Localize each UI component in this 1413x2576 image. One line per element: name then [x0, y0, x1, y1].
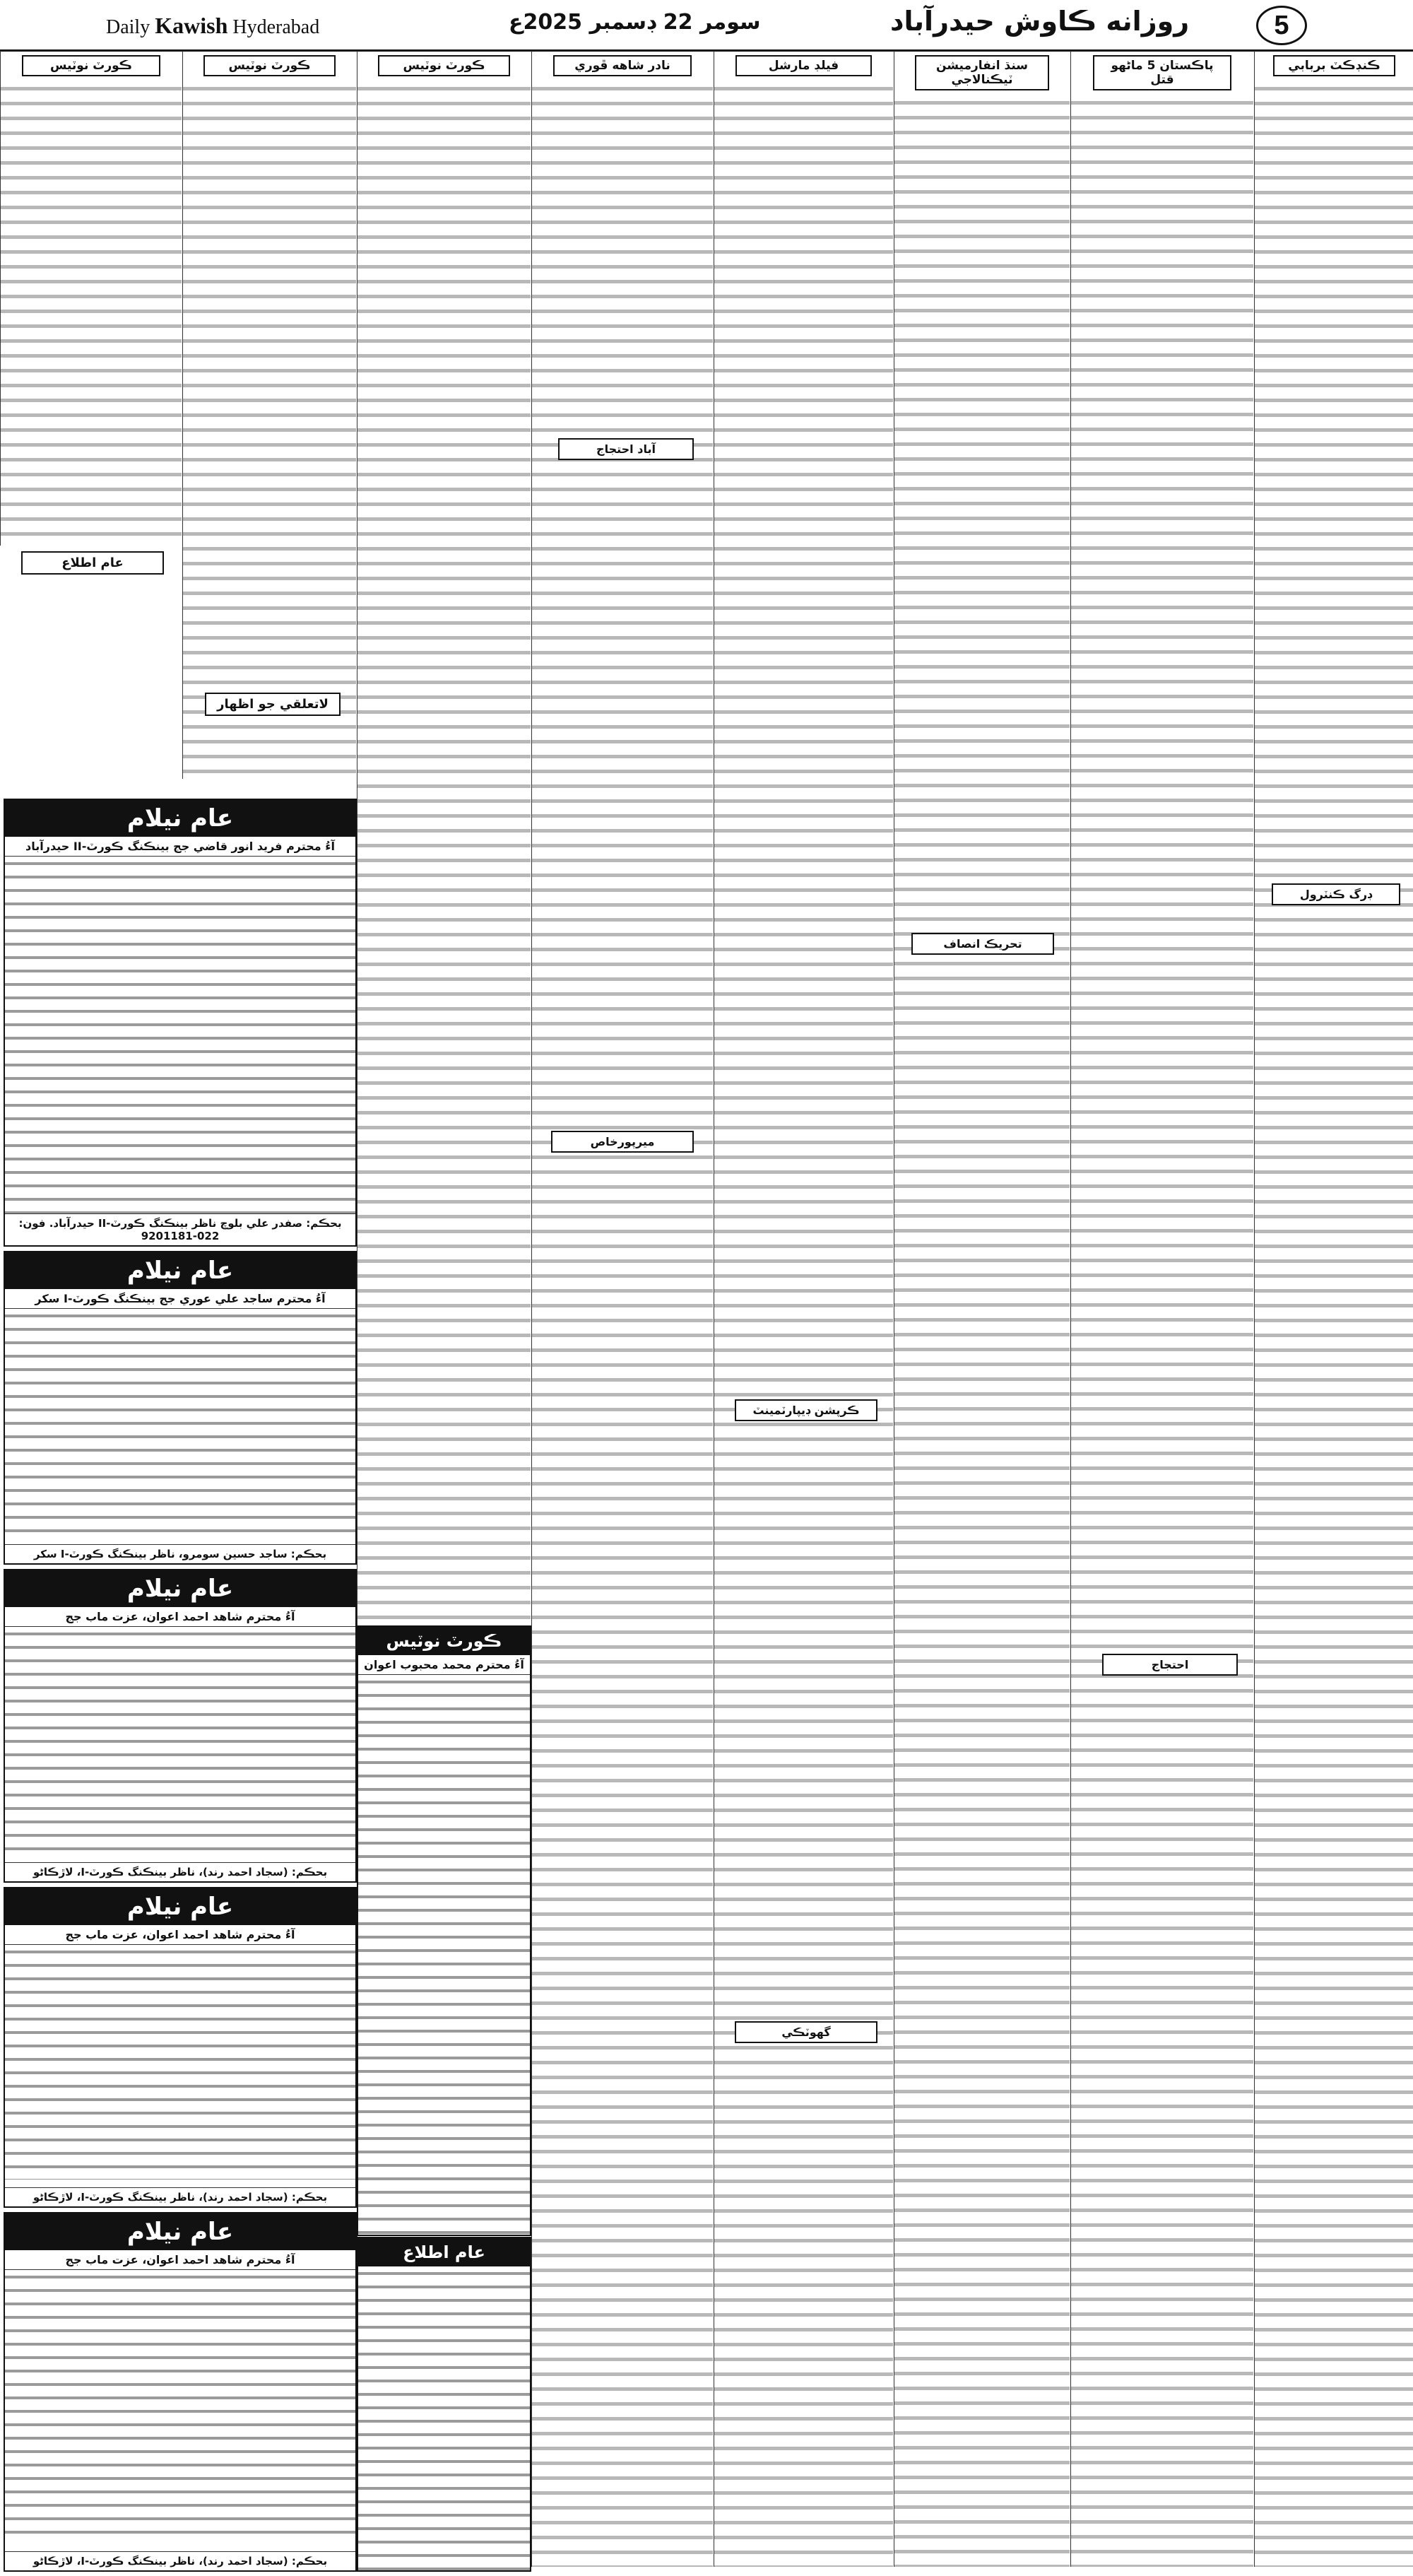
- sub-heading: ڊرگ ڪنٽرول: [1272, 883, 1400, 905]
- sub-heading: تحريڪ انصاف: [911, 933, 1054, 955]
- column-heading: ڪورٽ نوٽيس: [378, 55, 511, 76]
- auction-body: [5, 1945, 355, 2180]
- auction-title: عام نيلام: [5, 1888, 355, 1925]
- general-notice-body: [358, 2266, 530, 2572]
- auction-notice-5: [4, 2212, 357, 2572]
- news-column-3: [894, 51, 1070, 2567]
- column-text: [714, 81, 893, 2567]
- auction-title: عام نيلام: [5, 800, 355, 837]
- auction-footer: بحڪم: ساجد حسين سومرو، ناظر بينڪنگ ڪورٽ-I سکر: [5, 1544, 355, 1563]
- masthead-brand-sindhi: روزانه ڪاوش حيدرآباد: [890, 6, 1190, 37]
- column-text: [1255, 81, 1413, 2567]
- court-notice-box: [357, 1625, 531, 2236]
- auction-subtitle: آءُ محترم فريد انور قاضي جج بينڪنگ ڪورٽ-II حيدرآباد: [5, 837, 355, 857]
- sub-heading: ڪرپشن ڊيپارٽمينٽ: [735, 1399, 877, 1421]
- auction-title: عام نيلام: [5, 1570, 355, 1607]
- news-column-1: [1254, 51, 1413, 2567]
- column-text: [183, 81, 356, 779]
- auction-title: عام نيلام: [5, 2213, 355, 2250]
- auction-notice-3: [4, 1569, 357, 1883]
- column-heading: فيلڊ مارشل: [735, 55, 872, 76]
- issue-date: سومر 22 ڊسمبر 2025ع: [509, 10, 761, 35]
- court-notice-body: [358, 1675, 530, 2235]
- page-number: 5: [1256, 6, 1307, 45]
- auction-subtitle: آءُ محترم شاهد احمد اعوان، عزت ماب جج: [5, 1925, 355, 1945]
- column-heading: ڪنڊڪٽ بربابي: [1273, 55, 1396, 76]
- auction-body: [5, 2270, 355, 2543]
- auction-subtitle: آءُ محترم شاهد احمد اعوان، عزت ماب جج: [5, 1607, 355, 1627]
- auction-footer: بحڪم: (سجاد احمد رند)، ناظر بينڪنگ ڪورٽ-I، لاڙڪاڻو: [5, 2551, 355, 2570]
- news-column-2: [1070, 51, 1253, 2567]
- column-heading: ڪورٽ نوٽيس: [203, 55, 336, 76]
- column-heading: نادر شاهه ڦوري: [553, 55, 691, 76]
- auction-notice-2: [4, 1251, 357, 1565]
- masthead-brand-english: Kawish: [155, 13, 228, 38]
- masthead: [0, 0, 1413, 52]
- news-column-5: [531, 51, 713, 2567]
- auction-subtitle: آءُ محترم شاهد احمد اعوان، عزت ماب جج: [5, 2250, 355, 2270]
- auction-notice-1: [4, 799, 357, 1247]
- column-heading: پاڪستان 5 ماڻهو قتل: [1093, 55, 1232, 90]
- auction-footer: بحڪم: صفدر علي بلوچ ناظر بينڪنگ ڪورٽ-II حيدرآباد. فون: 022-9201181: [5, 1213, 355, 1245]
- sub-heading: ميرپورخاص: [551, 1131, 694, 1153]
- column-heading: سنڌ انفارميشن ٽيڪنالاجي: [915, 55, 1049, 90]
- auction-body: [5, 857, 355, 1218]
- masthead-english: [106, 13, 319, 39]
- column-text: [1, 81, 182, 546]
- auction-footer: بحڪم: (سجاد احمد رند)، ناظر بينڪنگ ڪورٽ-I، لاڙڪاڻو: [5, 1862, 355, 1881]
- court-notice-column-b: [182, 51, 356, 779]
- sub-heading: گهوٽڪي: [735, 2021, 877, 2043]
- court-notice-column-c: [0, 51, 182, 546]
- column-text: [894, 95, 1070, 2567]
- auction-footer: بحڪم: (سجاد احمد رند)، ناظر بينڪنگ ڪورٽ-I، لاڙڪاڻو: [5, 2187, 355, 2206]
- masthead-daily: Daily: [106, 16, 150, 38]
- auction-notice-4: [4, 1887, 357, 2208]
- court-notice-title: ڪورٽ نوٽيس: [358, 1627, 530, 1655]
- sub-heading: احتجاج: [1102, 1654, 1238, 1676]
- disclaimer-heading: لاتعلقي جو اظهار: [205, 693, 341, 716]
- general-notice-heading: عام اطلاع: [21, 551, 164, 575]
- general-notice-box: [357, 2237, 531, 2572]
- court-notice-subtitle: آءُ محترم محمد محبوب اعوان: [358, 1655, 530, 1675]
- column-text: [1071, 95, 1253, 2567]
- auction-body: [5, 1627, 355, 1854]
- news-column-4: [714, 51, 893, 2567]
- column-heading: ڪورٽ نوٽيس: [22, 55, 160, 76]
- auction-title: عام نيلام: [5, 1252, 355, 1289]
- masthead-city: Hyderabad: [232, 16, 320, 38]
- sub-heading: آباد احتجاج: [558, 438, 694, 460]
- auction-subtitle: آءُ محترم ساجد علي عوري جج بينڪنگ ڪورٽ-I سکر: [5, 1289, 355, 1309]
- auction-body: [5, 1309, 355, 1536]
- general-notice-title: عام اطلاع: [358, 2238, 530, 2266]
